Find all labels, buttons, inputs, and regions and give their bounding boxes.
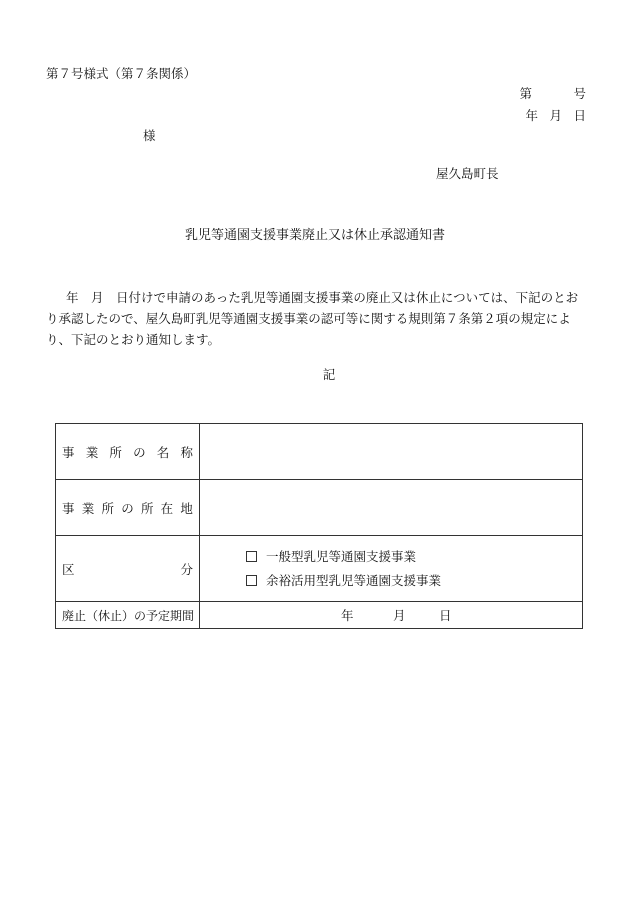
document-date xyxy=(525,110,586,123)
date-day: 日 xyxy=(573,108,586,123)
category-option-spare-capacity[interactable]: 余裕活用型乳児等通園支援事業 xyxy=(246,569,582,593)
facility-name-label: 事 業 所 の 名 称 xyxy=(56,424,200,480)
date-month: 月 xyxy=(549,108,562,123)
table-row xyxy=(56,424,583,480)
document-title: 乳児等通園支援事業廃止又は休止承認通知書 xyxy=(184,228,445,243)
facility-location-label: 事 業 所 の 所 在 地 xyxy=(56,480,200,536)
facility-name-field[interactable] xyxy=(200,424,583,480)
period-label: 廃止（休止）の予定期間 xyxy=(56,602,200,629)
document-number xyxy=(519,88,586,101)
details-table xyxy=(55,423,583,629)
date-year: 年 xyxy=(525,108,538,123)
category-label: 区 分 xyxy=(56,536,200,602)
category-options xyxy=(200,536,583,602)
form-number: 第７号様式（第７条関係） xyxy=(46,66,197,81)
document-number-prefix: 第 xyxy=(519,86,532,101)
period-year: 年 xyxy=(341,608,354,623)
table-row xyxy=(56,536,583,602)
body-paragraph: 年 月 日付けで申請のあった乳児等通園支援事業の廃止又は休止については、下記のとおり承認したので、屋久島町乳児等通園支援事業の認可等に関する規則第７条第２項の規定により、下記のとおり通知します。 xyxy=(46,290,579,347)
period-month: 月 xyxy=(393,608,406,623)
category-option-general[interactable]: 一般型乳児等通園支援事業 xyxy=(246,545,582,569)
facility-location-field[interactable] xyxy=(200,480,583,536)
addressee: 様 xyxy=(143,128,156,143)
period-day: 日 xyxy=(439,608,452,623)
checkbox-icon[interactable] xyxy=(246,575,257,586)
checkbox-icon[interactable] xyxy=(246,551,257,562)
table-row xyxy=(56,480,583,536)
ki-heading: 記 xyxy=(322,367,336,382)
table-row xyxy=(56,602,583,629)
sender: 屋久島町長 xyxy=(436,166,499,181)
document-number-suffix: 号 xyxy=(573,86,586,101)
period-field[interactable] xyxy=(200,602,583,629)
